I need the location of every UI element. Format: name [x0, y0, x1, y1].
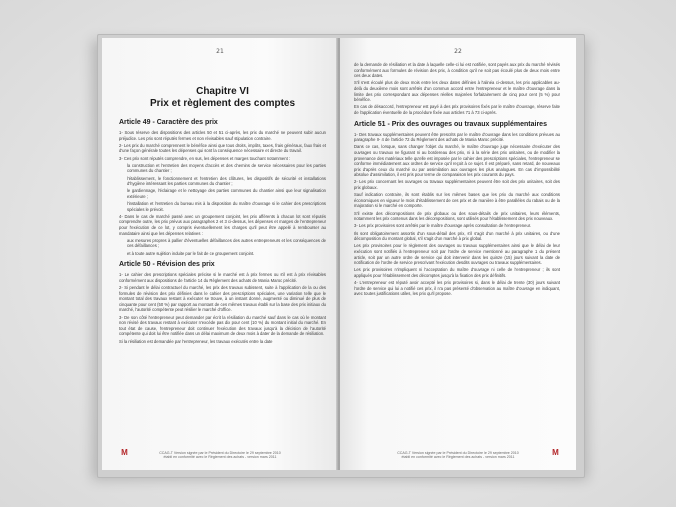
left-page-content — [119, 68, 326, 436]
paragraph: S'il s'est écoulé plus de deux mois entre les deux dates définies à l'alinéa ci-dessus, les prix applicables au-delà du deuxième mois sont arrêtés d'un commun accord entre l'entrepreneur et le maître d'ouvrage dans la limite des prix correspondant aux dépenses réelles majorées forfaitairement de cinq pour cent (5 %) pour bénéfice. — [354, 80, 560, 103]
paragraph: 3- Les prix provisoires sont arrêtés par le maître d'ouvrage après consultation de l'entrepreneur. — [354, 223, 532, 229]
company-logo: M — [121, 448, 128, 457]
footer-line: établi en conformité avec le Règlement des achats - version mars 2011 — [401, 455, 515, 460]
paragraph: Sauf indication contraire, ils sont établis sur les mêmes bases que les prix du marché aux conditions économiques en vigueur le mois d'établissement de ces prix et de manière à être parallèles du rabais ou de la majoration si le marché en comporte. — [354, 192, 560, 209]
article-title: Article 50 - Révision des prix — [119, 261, 215, 269]
page-footer — [340, 451, 576, 460]
page-number: 22 — [454, 48, 462, 55]
paragraph: 2- Si pendant le délai contractuel du marché, les prix des travaux subissent, suite à l'application de la ou des formules de révision des prix définies dans le cahier des prescriptions spéciales, une variation telle que le montant total des travaux restant à exécuter se trouve, à un instant donné, augmenté ou diminué de plus de cinquante pour cent (50 %) par rapport au montant de ces mêmes travaux établi sur la base des prix initiaux du marché, l'autorité compétente peut résilier le marché d'office. — [119, 285, 326, 313]
bullet-item: l'établissement, le fonctionnement et l'entretien des clôtures, les dispositifs de sécurité et installations d'hygiène intéressant les parties communes du chantier ; — [127, 175, 326, 187]
paragraph: 1- Des travaux supplémentaires peuvent être prescrits par le maître d'ouvrage dans les conditions prévues au paragraphe II- 4 de l'article 72 du Règlement des achats de Mania Maroc précité. — [354, 131, 560, 143]
paragraph: Les prix provisoires pour le règlement des ouvrages ou travaux supplémentaires ainsi que le délai de leur exécution sont notifiés à l'entrepreneur soit par l'ordre de service mentionné au paragraphe 1 du présent article, soit par un autre ordre de service qui doit intervenir dans les quinze (15) jours suivant la date de notification de l'ordre de service prescrivant l'exécution desdits ouvrages ou travaux supplémentaires. — [354, 243, 560, 266]
left-page — [102, 38, 338, 470]
chapter-subtitle: Prix et règlement des comptes — [149, 98, 296, 109]
right-page — [340, 38, 576, 470]
bullet-item: le gardiennage, l'éclairage et le nettoyage des parties communes du chantier ainsi que leur signalisation extérieure ; — [127, 188, 326, 199]
bullet-item: l'installation et l'entretien du bureau mis à la disposition du maître d'ouvrage si le cahier des prescriptions spéciales le prévoit. — [127, 201, 326, 212]
paragraph: 1- Sous réserve des dispositions des articles 50 et 51 ci-après, les prix du marché ne peuvent subir aucun préjudice. Les prix sont réputés fermes et non révisables sauf stipulation contraire. — [119, 130, 326, 141]
bullet-item: aux mesures propres à pallier d'éventuelles défaillances des autres entrepreneurs et les conséquences de ces défaillances ; — [127, 237, 326, 249]
footer-line: CCAG-T Version signée par le Président du Directoire le 29 septembre 2010 — [397, 450, 519, 455]
paragraph: 3- De son côté l'entrepreneur peut demander par écrit la résiliation du marché sauf dans le cas où le montant non révisé des travaux restant à exécuter n'excède pas dix pour cent (10 %) du montant initial du marché. En tout état de cause, l'entrepreneur doit continuer l'exécution des travaux jusqu'à la décision de l'autorité compétente qui doit lui être notifiée dans un délai maximum de deux mois à dater de la demande de résiliation. — [119, 314, 326, 337]
paragraph: 3- Ces prix sont réputés comprendre, en sus, les dépenses et marges touchant notamment : — [119, 155, 291, 161]
paragraph: 4- Dans le cas de marché passé avec un groupement conjoint, les prix afférents à chacun lot sont réputés comprendre outre, les prix prévus aux paragraphes 2 et 3 ci-dessus, les dépenses et marges de l'entrepreneur pour l'exécution de ce lot, y compris éventuellement les charges qu'il peut être appelé à rembourser au mandataire ainsi que les dépenses relatives : — [119, 213, 326, 236]
footer-line: établi en conformité avec le Règlement des achats - version mars 2011 — [163, 455, 277, 460]
paragraph: 2- Les prix concernant les ouvrages ou travaux supplémentaires peuvent être soit des prix unitaires, soit des prix globaux. — [354, 179, 560, 191]
page-number: 21 — [216, 48, 224, 55]
bullet-item: et à toute autre sujétion induite par le fait de ce groupement conjoint. — [127, 250, 255, 256]
page-footer — [102, 451, 338, 460]
paragraph: de la demande de résiliation et la date à laquelle celle-ci lui est notifiée, sont payés aux prix du marché révisés conformément aux formules de révision des prix, à condition qu'il ne soit pas écoulé plus de deux mois entre ces deux dates. — [354, 62, 560, 79]
paragraph: 2- Les prix du marché comprennent le bénéfice ainsi que tous droits, impôts, taxes, frais généraux, faux frais et d'une façon générale toutes les dépenses qui sont la conséquence nécessaire et directe du travail. — [119, 142, 326, 154]
paragraph: 1- Le cahier des prescriptions spéciales précise si le marché est à prix fermes ou s'il est à prix révisables conformément aux dispositions de l'article 14 du Règlement des achats de Mania Maroc précité. — [119, 272, 326, 283]
paragraph: Dans ce cas, lorsque, sans changer l'objet du marché, le maître d'ouvrage juge nécessaire d'exécuter des ouvrages ou travaux ne figurant ni au bordereau des prix, ni à la série des prix unitaires, ou de modifier la provenance des matériaux telle qu'elle est imposée par le cahier des prescriptions spéciales, l'entrepreneur se conforme immédiatement aux ordres de service qu'il reçoit à ce sujet. Il est préparé, sans retard, de nouveaux prix d'après ceux du marché ou par assimilation aux ouvrages les plus analogues. En cas d'impossibilité absolue d'assimilation, il est pris pour terme de comparaison les prix courants du pays. — [354, 144, 560, 178]
right-page-content — [354, 62, 560, 436]
article-title: Article 49 - Caractère des prix — [119, 119, 218, 126]
company-logo: M — [552, 448, 559, 457]
paragraph: 4- L'entrepreneur est réputé avoir accepté les prix provisoires si, dans le délai de trente (30) jours suivant l'ordre de service qui lui a notifié ces prix, il n'a pas présenté d'observation au maître d'ouvrage en indiquant, avec toutes justifications utiles, les prix qu'il propose. — [354, 280, 560, 297]
paragraph: Les prix provisoires n'impliquent ni l'acceptation du maître d'ouvrage ni celle de l'entrepreneur ; ils sont appliqués pour l'établissement des décomptes jusqu'à la fixation des prix définitifs. — [354, 267, 560, 278]
bullet-item: la construction et l'entretien des moyens d'accès et des chemins de service nécessaires pour les parties communes du chantier ; — [127, 162, 326, 174]
paragraph: Si la résiliation est demandée par l'entrepreneur, les travaux exécutés entre la date — [119, 338, 273, 344]
paragraph: Ils sont obligatoirement assortis d'un sous-détail des prix, s'il s'agit d'un marché à prix unitaires, ou d'une décomposition du montant global, s'il s'agit d'un marché à prix global. — [354, 230, 560, 242]
paragraph: S'il existe des décompositions de prix globaux ou des sous-détails de prix unitaires, leurs éléments, notamment les prix contenus dans les décompositions, sont utilisés pour l'établissement des prix nouveaux. — [354, 210, 560, 222]
paragraph: En cas de désaccord, l'entrepreneur est payé à des prix provisoires fixés par le maître d'ouvrage, réserve faite de l'application éventuelle de la procédure fixée aux articles 71 à 73 ci-après. — [354, 104, 560, 115]
article-title: Article 51 - Prix des ouvrages ou travaux supplémentaires — [354, 120, 547, 128]
chapter-title: Chapitre VI — [196, 86, 249, 97]
footer-line: CCAG-T Version signée par le Président du Directoire le 29 septembre 2010 — [159, 450, 281, 455]
